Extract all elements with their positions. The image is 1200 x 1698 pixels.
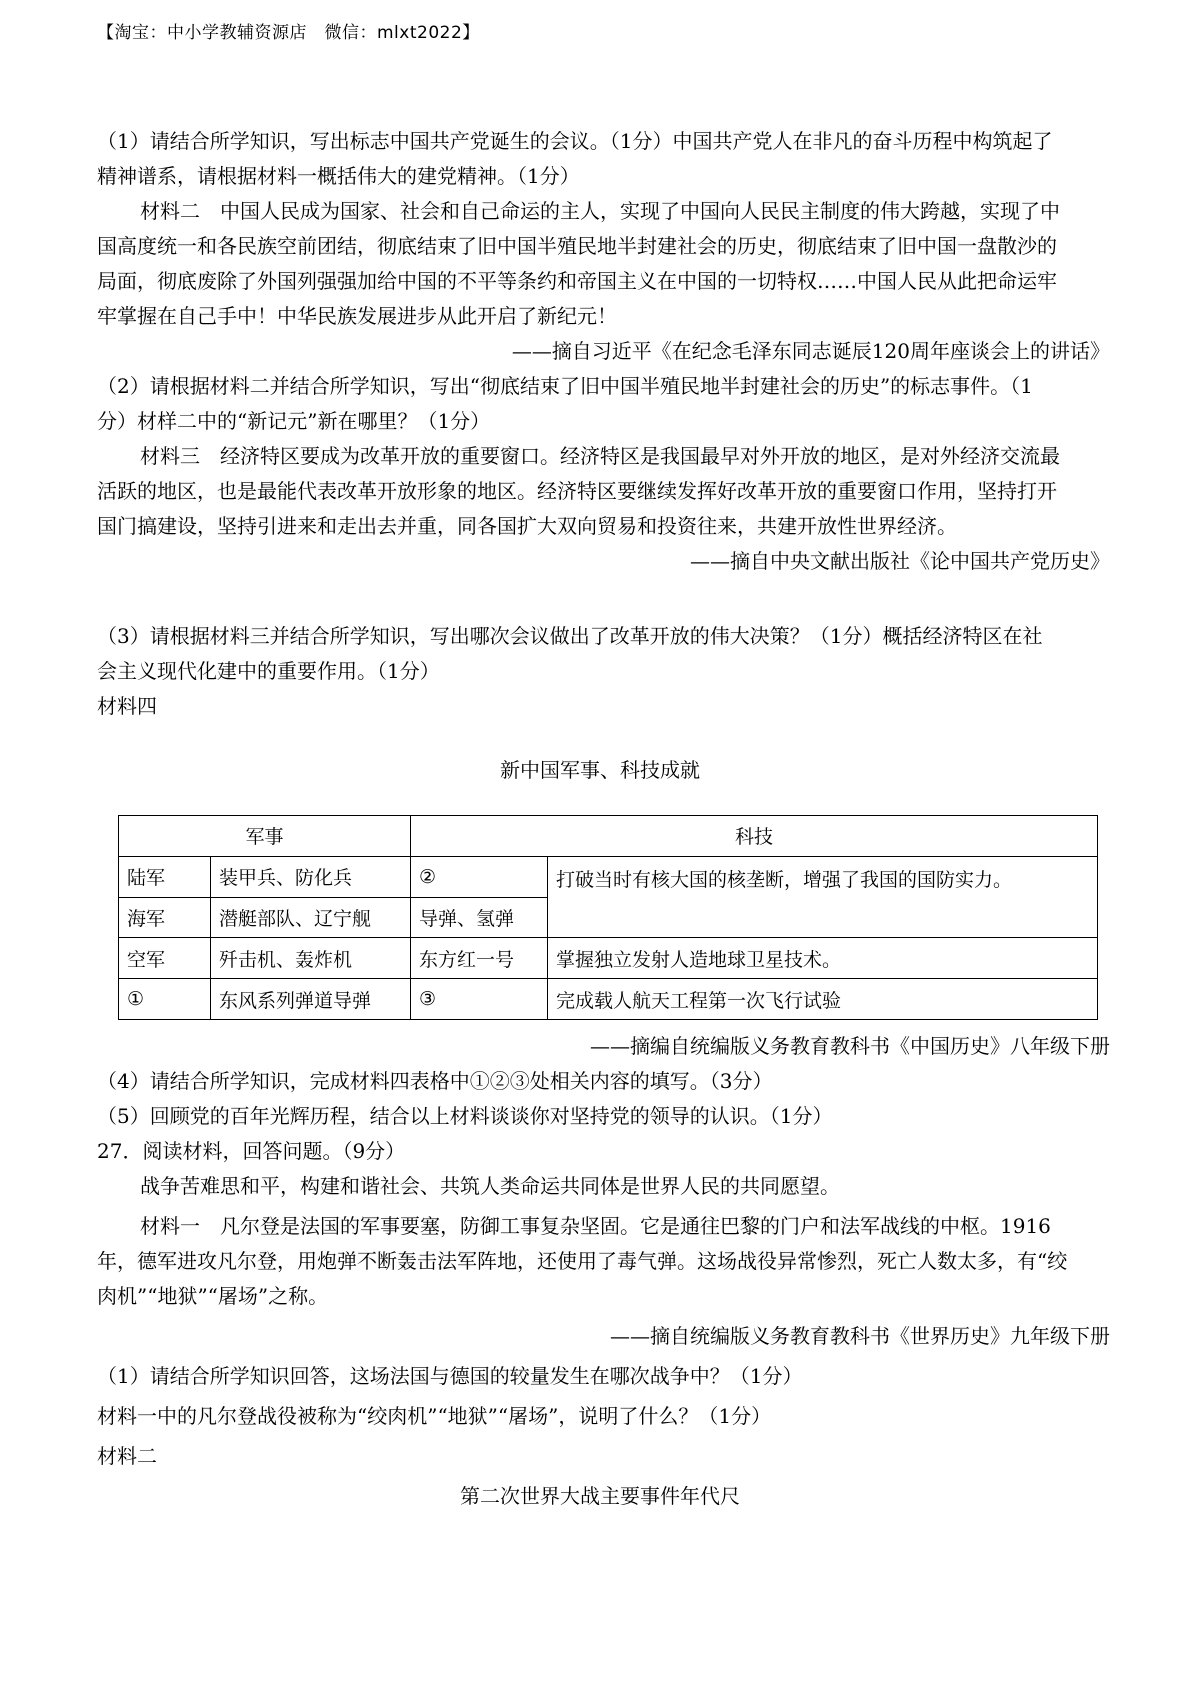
question-5: （5）回顾党的百年光辉历程，结合以上材料谈谈你对坚持党的领导的认识。（1分） (97, 1104, 833, 1128)
table-cell-item: ② (411, 856, 548, 897)
material-2-line-4: 牢掌握在自己手中！中华民族发展进步从此开启了新纪元！ (97, 304, 617, 328)
question-1-line-2: 精神谱系，请根据材料一概括伟大的建党精神。（1分） (97, 164, 580, 188)
q27-material-1-line-3: 肉机”“地狱”“屠场”之称。 (97, 1284, 329, 1308)
material-4-label: 材料四 (97, 694, 157, 718)
table-cell-units: 歼击机、轰炸机 (211, 938, 411, 979)
material-3-source: ——摘自中央文献出版社《论中国共产党历史》 (690, 549, 1110, 573)
material-3-line-3: 国门搞建设，坚持引进来和走出去并重，同各国扩大双向贸易和投资往来，共建开放性世界经济。 (97, 514, 957, 538)
achievements-table (118, 815, 1098, 1020)
question-27-intro: 战争苦难思和平，构建和谐社会、共筑人类命运共同体是世界人民的共同愿望。 (140, 1174, 840, 1198)
table-cell-branch: 空军 (119, 938, 211, 979)
material-2-line-1: 材料二 中国人民成为国家、社会和自己命运的主人，实现了中国向人民民主制度的伟大跨越，实现了中 (140, 199, 1060, 223)
q27-question-1-line-2: 材料一中的凡尔登战役被称为“绞肉机”“地狱”“屠场”，说明了什么？（1分） (97, 1404, 772, 1428)
question-3-line-1: （3）请根据材料三并结合所学知识，写出哪次会议做出了改革开放的伟大决策？（1分）概括经济特区在社 (97, 624, 1043, 648)
material-2-source: ——摘自习近平《在纪念毛泽东同志诞辰120周年座谈会上的讲话》 (511, 339, 1110, 363)
q27-question-1-line-1: （1）请结合所学知识回答，这场法国与德国的较量发生在哪次战争中？（1分） (97, 1364, 803, 1388)
table-header-row (119, 816, 1098, 857)
table-cell-description: 完成载人航天工程第一次飞行试验 (548, 979, 1098, 1020)
table-title: 新中国军事、科技成就 (500, 758, 700, 782)
table-cell-units: 潜艇部队、辽宁舰 (211, 897, 411, 938)
page-header: 【淘宝：中小学教辅资源店 微信：mlxt2022】 (97, 23, 480, 43)
q27-material-1-source: ——摘自统编版义务教育教科书《世界历史》九年级下册 (610, 1324, 1110, 1348)
material-3-line-1: 材料三 经济特区要成为改革开放的重要窗口。经济特区是我国最早对外开放的地区，是对外经济交流最 (140, 444, 1060, 468)
table-cell-branch: ① (119, 979, 211, 1020)
table-cell-branch: 陆军 (119, 856, 211, 897)
question-1-line-1: （1）请结合所学知识，写出标志中国共产党诞生的会议。（1分）中国共产党人在非凡的奋斗历程中构筑起了 (97, 129, 1053, 153)
q27-material-1-line-1: 材料一 凡尔登是法国的军事要塞，防御工事复杂坚固。它是通往巴黎的门户和法军战线的中枢。1916 (140, 1214, 1051, 1238)
question-4: （4）请结合所学知识，完成材料四表格中①②③处相关内容的填写。（3分） (97, 1069, 773, 1093)
table-cell-description: 打破当时有核大国的核垄断，增强了我国的国防实力。 (548, 856, 1098, 938)
table-row (119, 938, 1098, 979)
material-2-line-3: 局面，彻底废除了外国列强强加给中国的不平等条约和帝国主义在中国的一切特权……中国人民从此把命运牢 (97, 269, 1057, 293)
table-header-science: 科技 (411, 816, 1098, 857)
material-2-line-2: 国高度统一和各民族空前团结，彻底结束了旧中国半殖民地半封建社会的历史，彻底结束了旧中国一盘散沙的 (97, 234, 1057, 258)
question-27-heading: 27．阅读材料，回答问题。（9分） (97, 1139, 406, 1163)
table-cell-units: 东风系列弹道导弹 (211, 979, 411, 1020)
table-cell-branch: 海军 (119, 897, 211, 938)
material-3-line-2: 活跃的地区，也是最能代表改革开放形象的地区。经济特区要继续发挥好改革开放的重要窗口作用，坚持打开 (97, 479, 1057, 503)
table-cell-item: 东方红一号 (411, 938, 548, 979)
table-cell-item: ③ (411, 979, 548, 1020)
table-cell-description: 掌握独立发射人造地球卫星技术。 (548, 938, 1098, 979)
question-2-line-1: （2）请根据材料二并结合所学知识，写出“彻底结束了旧中国半殖民地半封建社会的历史”的标志事件。（1 (97, 374, 1033, 398)
table-row (119, 979, 1098, 1020)
table-header-military: 军事 (119, 816, 411, 857)
table-cell-item: 导弹、氢弹 (411, 897, 548, 938)
table-row (119, 856, 1098, 897)
q27-material-2-label: 材料二 (97, 1444, 157, 1468)
q27-material-1-line-2: 年，德军进攻凡尔登，用炮弹不断轰击法军阵地，还使用了毒气弹。这场战役异常惨烈，死亡人数太多，有“绞 (97, 1249, 1068, 1273)
question-2-line-2: 分）材样二中的“新记元”新在哪里？（1分） (97, 409, 491, 433)
table-cell-units: 装甲兵、防化兵 (211, 856, 411, 897)
q27-material-2-title: 第二次世界大战主要事件年代尺 (460, 1484, 740, 1508)
material-4-source: ——摘编自统编版义务教育教科书《中国历史》八年级下册 (590, 1034, 1110, 1058)
question-3-line-2: 会主义现代化建中的重要作用。（1分） (97, 659, 440, 683)
